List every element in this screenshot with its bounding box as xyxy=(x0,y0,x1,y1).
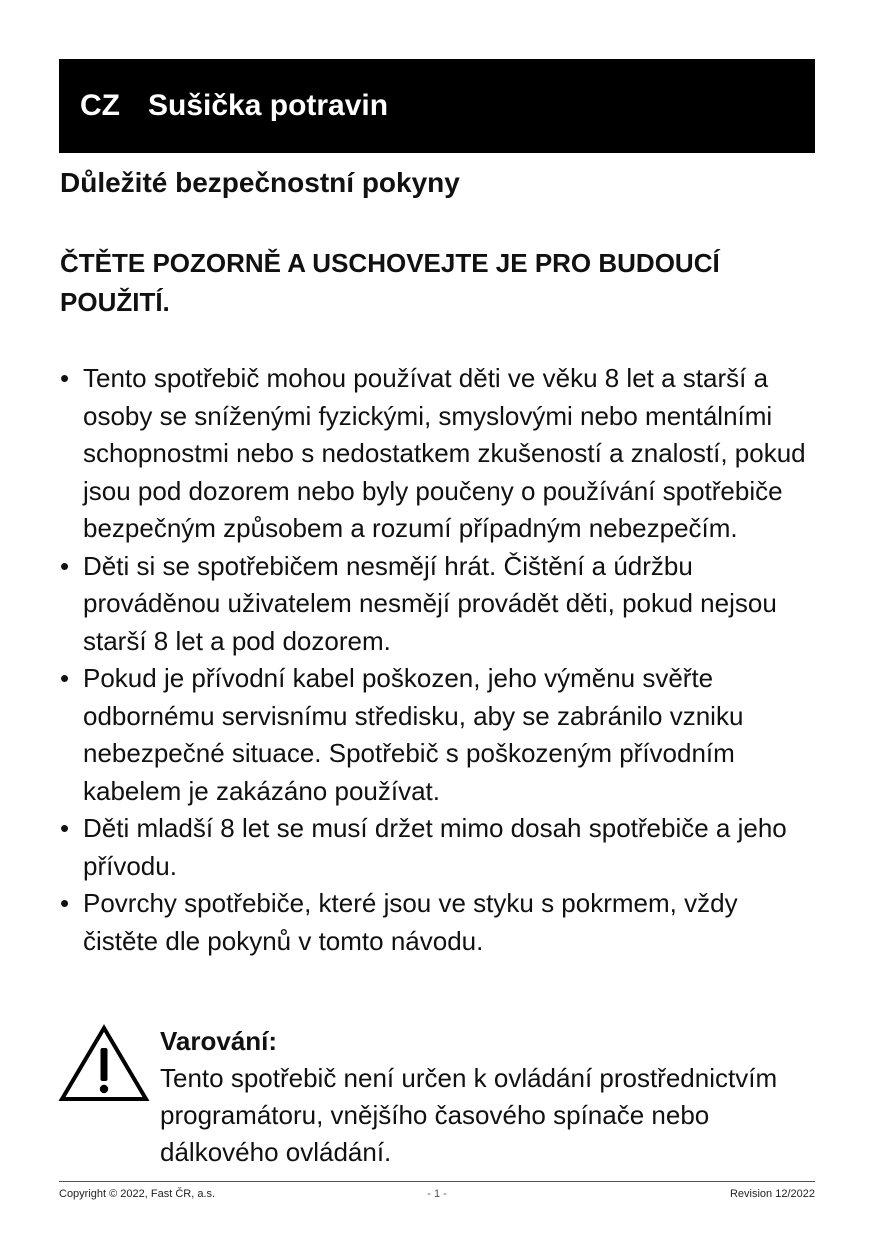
header-bar xyxy=(59,59,815,153)
bullet-icon: • xyxy=(60,663,70,693)
bullet-icon: • xyxy=(60,363,70,393)
footer-divider xyxy=(59,1181,815,1182)
list-item xyxy=(60,885,810,960)
warning-triangle-icon xyxy=(58,1024,150,1102)
footer-page-number: - 1 - xyxy=(427,1188,447,1200)
page-footer xyxy=(59,1188,815,1206)
warning-block xyxy=(160,1022,810,1171)
list-item xyxy=(60,660,810,810)
list-item-text: Povrchy spotřebiče, které jsou ve styku s pokrmem, vždy čistěte dle pokynů v tomto návodu. xyxy=(83,888,738,956)
bullet-icon: • xyxy=(60,813,70,843)
list-item-text: Tento spotřebič mohou používat děti ve věku 8 let a starší a osoby se sníženými fyzickými, smyslovými nebo mentálními schopnostmi nebo s nedostatkem zkušeností a znalostí, pokud jsou pod dozorem nebo byly poučeny o používání spotřebiče bezpečným způsobem a rozumí případným nebezpečím. xyxy=(83,363,806,543)
list-item xyxy=(60,810,810,885)
footer-copyright: Copyright © 2022, Fast ČR, a.s. xyxy=(59,1188,216,1200)
list-item-text: Děti mladší 8 let se musí držet mimo dosah spotřebiče a jeho přívodu. xyxy=(83,813,787,881)
warning-title: Varování: xyxy=(160,1026,278,1056)
list-item-text: Děti si se spotřebičem nesmějí hrát. Čištění a údržbu prováděnou uživatelem nesmějí provádět děti, pokud nejsou starší 8 let a pod dozorem. xyxy=(83,550,777,656)
list-item xyxy=(60,548,810,661)
footer-revision: Revision 12/2022 xyxy=(729,1188,815,1200)
bullet-icon: • xyxy=(60,550,70,581)
list-item xyxy=(60,360,810,548)
list-item-text: Pokud je přívodní kabel poškozen, jeho výměnu svěřte odbornému servisnímu středisku, aby se zabránilo vzniku nebezpečné situace. Spotřebič s poškozeným přívodním kabelem je zakázáno používat. xyxy=(83,663,744,806)
read-carefully-notice: ČTĚTE POZORNĚ A USCHOVEJTE JE PRO BUDOUCÍ POUŽITÍ. xyxy=(60,248,720,317)
bullet-icon: • xyxy=(60,888,70,918)
document-title: Sušička potravin xyxy=(148,89,389,122)
language-code: CZ xyxy=(80,89,120,122)
section-heading: Důležité bezpečnostní pokyny xyxy=(60,167,460,198)
safety-instructions-list xyxy=(60,360,810,960)
warning-text: Tento spotřebič není určen k ovládání prostřednictvím programátoru, vnějšího časového spínače nebo dálkového ovládání. xyxy=(160,1063,778,1167)
